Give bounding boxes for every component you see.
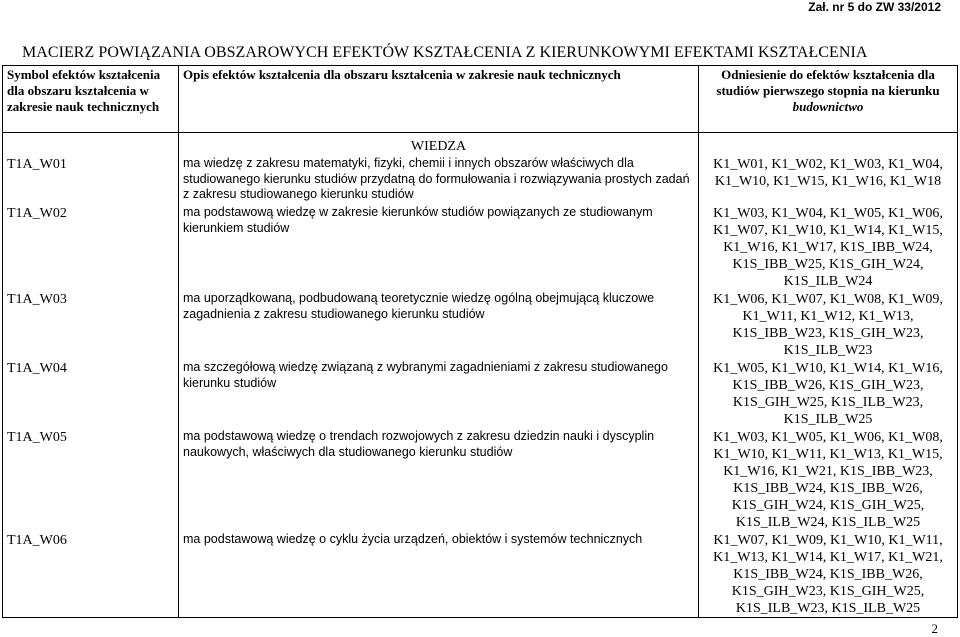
row-description: ma uporządkowaną, podbudowaną teoretycznie wiedzę ogólną obejmującą kluczowe zagadnienia z zakresu studiowanego kierunku studiów	[179, 290, 699, 359]
row-references: K1_W01, K1_W02, K1_W03, K1_W04, K1_W10, K1_W15, K1_W16, K1_W18	[699, 155, 958, 204]
row-references: K1_W06, K1_W07, K1_W08, K1_W09, K1_W11, K1_W12, K1_W13, K1S_IBB_W23, K1S_GIH_W23, K1S_ILB_W23	[699, 290, 958, 359]
row-references: K1_W03, K1_W04, K1_W05, K1_W06, K1_W07, K1_W10, K1_W14, K1_W15, K1_W16, K1_W17, K1S_IBB_W24, K1S_IBB_W25, K1S_GIH_W24, K1S_ILB_W24	[699, 204, 958, 290]
page-number: 2	[931, 621, 938, 636]
table-row	[3, 531, 958, 618]
row-description: ma szczegółową wiedzę związaną z wybranymi zagadnieniami z zakresu studiowanego kierunku studiów	[179, 359, 699, 428]
header-row	[3, 66, 958, 133]
row-description: ma podstawową wiedzę o cyklu życia urządzeń, obiektów i systemów technicznych	[179, 531, 699, 618]
row-description: ma podstawową wiedzę w zakresie kierunków studiów powiązanych ze studiowanym kierunkiem studiów	[179, 204, 699, 290]
section-cell-references	[699, 133, 958, 156]
row-references: K1_W03, K1_W05, K1_W06, K1_W08, K1_W10, K1_W11, K1_W13, K1_W15, K1_W16, K1_W21, K1S_IBB_W23, K1S_IBB_W24, K1S_IBB_W26, K1S_GIH_W24, K1S_GIH_W25, K1S_ILB_W24, K1S_ILB_W25	[699, 428, 958, 531]
section-cell-symbol	[3, 133, 179, 156]
header-description: Opis efektów kształcenia dla obszaru kształcenia w zakresie nauk technicznych	[179, 66, 699, 133]
row-symbol: T1A_W03	[3, 290, 179, 359]
row-symbol: T1A_W05	[3, 428, 179, 531]
row-description: ma wiedzę z zakresu matematyki, fizyki, chemii i innych obszarów właściwych dla studiowanego kierunku studiów przydatną do formułowania i rozwiązywania prostych zadań z zakresu studiowanego kierunku studiów	[179, 155, 699, 204]
table-row	[3, 290, 958, 359]
row-symbol: T1A_W02	[3, 204, 179, 290]
header-references	[699, 66, 958, 133]
header-references-field: budownictwo	[792, 99, 864, 114]
section-heading: WIEDZA	[179, 133, 699, 156]
row-symbol: T1A_W06	[3, 531, 179, 618]
header-symbol: Symbol efektów kształcenia dla obszaru kształcenia w zakresie nauk technicznych	[3, 66, 179, 133]
row-description: ma podstawową wiedzę o trendach rozwojowych z zakresu dziedzin nauki i dyscyplin naukowych, właściwych dla studiowanego kierunku studiów	[179, 428, 699, 531]
table-row	[3, 204, 958, 290]
effects-matrix-table	[2, 65, 958, 618]
header-references-text: Odniesienie do efektów kształcenia dla studiów pierwszego stopnia na kierunku	[716, 67, 940, 98]
row-symbol: T1A_W04	[3, 359, 179, 428]
attachment-label: Zał. nr 5 do ZW 33/2012	[808, 0, 941, 14]
row-references: K1_W05, K1_W10, K1_W14, K1_W16, K1S_IBB_W26, K1S_GIH_W23, K1S_GIH_W25, K1S_ILB_W23, K1S_ILB_W25	[699, 359, 958, 428]
table-row	[3, 428, 958, 531]
row-references: K1_W07, K1_W09, K1_W10, K1_W11, K1_W13, K1_W14, K1_W17, K1_W21, K1S_IBB_W24, K1S_IBB_W26, K1S_GIH_W23, K1S_GIH_W25, K1S_ILB_W23, K1S_ILB_W25	[699, 531, 958, 618]
page-title: MACIERZ POWIĄZANIA OBSZAROWYCH EFEKTÓW KSZTAŁCENIA Z KIERUNKOWYMI EFEKTAMI KSZTAŁCENIA	[22, 44, 868, 61]
row-symbol: T1A_W01	[3, 155, 179, 204]
table-row	[3, 359, 958, 428]
table-row	[3, 155, 958, 204]
section-row	[3, 133, 958, 156]
